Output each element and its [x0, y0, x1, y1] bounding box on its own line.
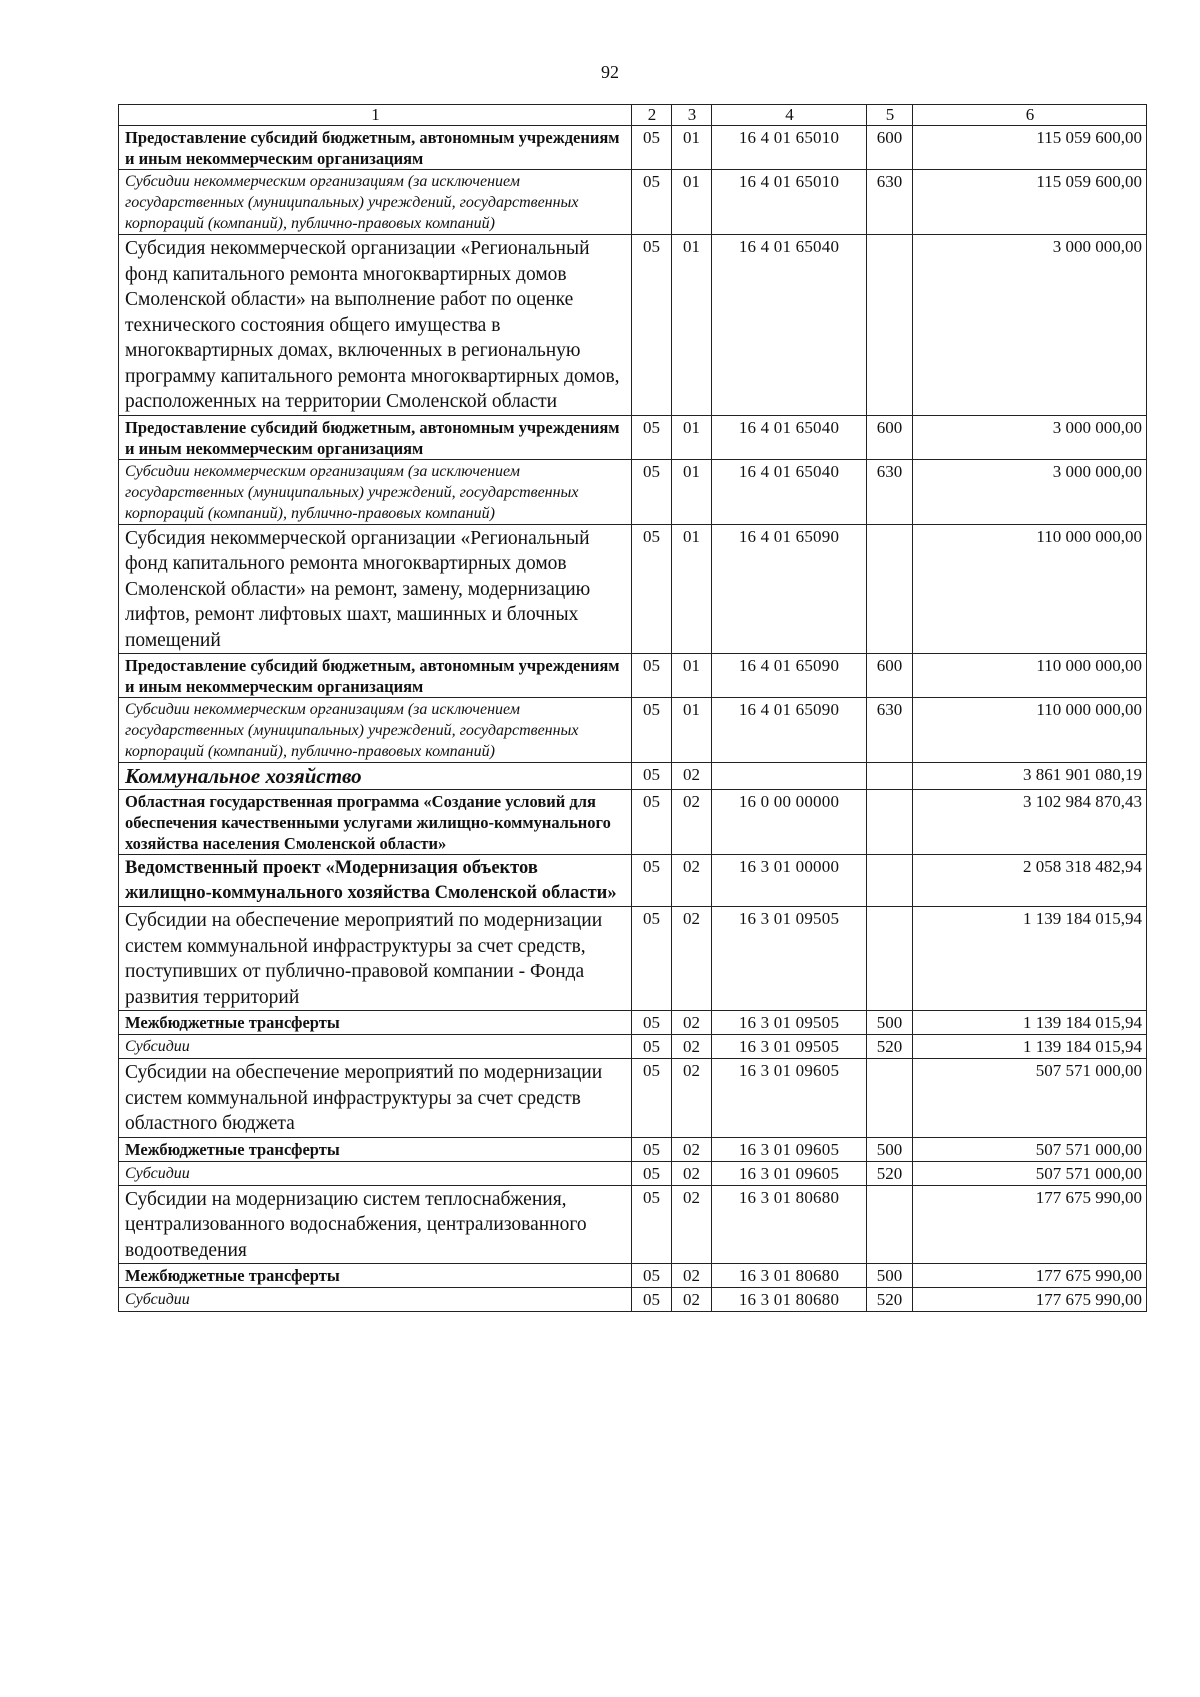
cell-expense-type: 520 [867, 1035, 913, 1059]
cell-section: 05 [632, 907, 672, 1011]
cell-subsection: 02 [672, 855, 712, 907]
cell-subsection: 01 [672, 415, 712, 459]
cell-name: Субсидии на обеспечение мероприятий по модернизации систем коммунальной инфраструктуры за счет средств областного бюджета [119, 1059, 632, 1138]
cell-target-article: 16 3 01 09605 [712, 1161, 867, 1185]
header-cell: 1 [119, 105, 632, 126]
cell-target-article: 16 0 00 00000 [712, 790, 867, 855]
cell-target-article: 16 4 01 65090 [712, 698, 867, 763]
cell-name: Субсидия некоммерческой организации «Региональный фонд капитального ремонта многоквартирных домов Смоленской области» на ремонт, замену, модернизацию лифтов, ремонт лифтовых шахт, машинных и блочных помещений [119, 524, 632, 654]
cell-target-article: 16 4 01 65040 [712, 459, 867, 524]
table-row [119, 790, 1147, 855]
cell-subsection: 01 [672, 235, 712, 416]
table-row [119, 855, 1147, 907]
table-row [119, 654, 1147, 698]
cell-subsection: 02 [672, 1185, 712, 1264]
cell-amount: 3 000 000,00 [913, 235, 1147, 416]
budget-table [118, 104, 1147, 1312]
cell-section: 05 [632, 1185, 672, 1264]
cell-name: Субсидии некоммерческим организациям (за исключением государственных (муниципальных) учреждений, государственных корпораций (компаний), публично-правовых компаний) [119, 459, 632, 524]
table-row [119, 1264, 1147, 1288]
cell-amount: 3 000 000,00 [913, 415, 1147, 459]
cell-amount: 507 571 000,00 [913, 1137, 1147, 1161]
table-row [119, 524, 1147, 654]
cell-amount: 2 058 318 482,94 [913, 855, 1147, 907]
cell-name: Субсидии некоммерческим организациям (за исключением государственных (муниципальных) учреждений, государственных корпораций (компаний), публично-правовых компаний) [119, 698, 632, 763]
table-row [119, 170, 1147, 235]
cell-subsection: 02 [672, 790, 712, 855]
cell-amount: 507 571 000,00 [913, 1161, 1147, 1185]
table-row [119, 1161, 1147, 1185]
cell-section: 05 [632, 1011, 672, 1035]
cell-section: 05 [632, 790, 672, 855]
cell-expense-type: 500 [867, 1264, 913, 1288]
cell-target-article [712, 763, 867, 790]
table-row [119, 459, 1147, 524]
cell-section: 05 [632, 235, 672, 416]
cell-expense-type: 600 [867, 654, 913, 698]
cell-subsection: 02 [672, 1137, 712, 1161]
cell-section: 05 [632, 855, 672, 907]
cell-target-article: 16 3 01 09505 [712, 1011, 867, 1035]
table-row [119, 698, 1147, 763]
cell-amount: 110 000 000,00 [913, 698, 1147, 763]
cell-expense-type: 600 [867, 126, 913, 170]
header-cell: 4 [712, 105, 867, 126]
cell-section: 05 [632, 1137, 672, 1161]
cell-name: Субсидии некоммерческим организациям (за исключением государственных (муниципальных) учреждений, государственных корпораций (компаний), публично-правовых компаний) [119, 170, 632, 235]
cell-name: Межбюджетные трансферты [119, 1137, 632, 1161]
cell-target-article: 16 4 01 65090 [712, 524, 867, 654]
cell-name: Субсидии [119, 1288, 632, 1312]
cell-amount: 1 139 184 015,94 [913, 907, 1147, 1011]
cell-expense-type [867, 235, 913, 416]
cell-target-article: 16 4 01 65090 [712, 654, 867, 698]
cell-amount: 1 139 184 015,94 [913, 1011, 1147, 1035]
cell-amount: 3 102 984 870,43 [913, 790, 1147, 855]
budget-table-container [118, 104, 1146, 1312]
cell-expense-type: 520 [867, 1161, 913, 1185]
cell-expense-type: 500 [867, 1137, 913, 1161]
cell-name: Предоставление субсидий бюджетным, автономным учреждениям и иным некоммерческим организациям [119, 126, 632, 170]
cell-target-article: 16 3 01 09605 [712, 1137, 867, 1161]
cell-target-article: 16 4 01 65040 [712, 415, 867, 459]
cell-expense-type [867, 907, 913, 1011]
table-row [119, 1035, 1147, 1059]
cell-expense-type: 630 [867, 170, 913, 235]
cell-name: Субсидия некоммерческой организации «Региональный фонд капитального ремонта многоквартирных домов Смоленской области» на выполнение работ по оценке технического состояния общего имущества в многоквартирных домах, включенных в региональную программу капитального ремонта многоквартирных домов, расположенных на территории Смоленской области [119, 235, 632, 416]
cell-amount: 110 000 000,00 [913, 654, 1147, 698]
cell-expense-type [867, 790, 913, 855]
cell-subsection: 02 [672, 907, 712, 1011]
cell-section: 05 [632, 415, 672, 459]
cell-section: 05 [632, 126, 672, 170]
cell-amount: 177 675 990,00 [913, 1288, 1147, 1312]
cell-name: Субсидии на модернизацию систем теплоснабжения, централизованного водоснабжения, централизованного водоотведения [119, 1185, 632, 1264]
cell-section: 05 [632, 1161, 672, 1185]
cell-name: Коммунальное хозяйство [119, 763, 632, 790]
cell-expense-type: 520 [867, 1288, 913, 1312]
cell-section: 05 [632, 1059, 672, 1138]
cell-name: Предоставление субсидий бюджетным, автономным учреждениям и иным некоммерческим организациям [119, 415, 632, 459]
cell-amount: 110 000 000,00 [913, 524, 1147, 654]
cell-section: 05 [632, 763, 672, 790]
cell-section: 05 [632, 654, 672, 698]
cell-expense-type [867, 855, 913, 907]
cell-expense-type: 630 [867, 459, 913, 524]
cell-subsection: 01 [672, 126, 712, 170]
cell-amount: 507 571 000,00 [913, 1059, 1147, 1138]
cell-expense-type: 630 [867, 698, 913, 763]
table-row [119, 1011, 1147, 1035]
cell-subsection: 02 [672, 1059, 712, 1138]
cell-subsection: 02 [672, 1035, 712, 1059]
cell-target-article: 16 3 01 00000 [712, 855, 867, 907]
cell-amount: 1 139 184 015,94 [913, 1035, 1147, 1059]
table-row [119, 235, 1147, 416]
cell-amount: 177 675 990,00 [913, 1185, 1147, 1264]
header-row [119, 105, 1147, 126]
cell-section: 05 [632, 1288, 672, 1312]
header-cell: 6 [913, 105, 1147, 126]
cell-subsection: 02 [672, 1288, 712, 1312]
cell-target-article: 16 3 01 09505 [712, 1035, 867, 1059]
table-row [119, 1137, 1147, 1161]
table-row [119, 415, 1147, 459]
cell-target-article: 16 3 01 80680 [712, 1185, 867, 1264]
header-cell: 5 [867, 105, 913, 126]
cell-name: Субсидии [119, 1161, 632, 1185]
cell-name: Межбюджетные трансферты [119, 1264, 632, 1288]
cell-section: 05 [632, 1035, 672, 1059]
cell-subsection: 02 [672, 1011, 712, 1035]
cell-amount: 115 059 600,00 [913, 170, 1147, 235]
cell-target-article: 16 3 01 09505 [712, 907, 867, 1011]
cell-subsection: 01 [672, 698, 712, 763]
table-row [119, 1059, 1147, 1138]
cell-expense-type [867, 1059, 913, 1138]
cell-subsection: 02 [672, 1161, 712, 1185]
cell-subsection: 01 [672, 459, 712, 524]
cell-section: 05 [632, 524, 672, 654]
cell-expense-type: 600 [867, 415, 913, 459]
cell-name: Предоставление субсидий бюджетным, автономным учреждениям и иным некоммерческим организациям [119, 654, 632, 698]
table-body [119, 126, 1147, 1312]
cell-section: 05 [632, 170, 672, 235]
table-row [119, 1185, 1147, 1264]
cell-name: Ведомственный проект «Модернизация объектов жилищно-коммунального хозяйства Смоленской области» [119, 855, 632, 907]
cell-name: Межбюджетные трансферты [119, 1011, 632, 1035]
cell-subsection: 02 [672, 1264, 712, 1288]
cell-target-article: 16 3 01 09605 [712, 1059, 867, 1138]
cell-amount: 3 000 000,00 [913, 459, 1147, 524]
cell-expense-type [867, 524, 913, 654]
cell-section: 05 [632, 698, 672, 763]
cell-expense-type: 500 [867, 1011, 913, 1035]
cell-target-article: 16 4 01 65040 [712, 235, 867, 416]
table-row [119, 126, 1147, 170]
cell-amount: 177 675 990,00 [913, 1264, 1147, 1288]
cell-name: Субсидии на обеспечение мероприятий по модернизации систем коммунальной инфраструктуры за счет средств, поступивших от публично-правовой компании - Фонда развития территорий [119, 907, 632, 1011]
cell-target-article: 16 4 01 65010 [712, 126, 867, 170]
cell-amount: 115 059 600,00 [913, 126, 1147, 170]
table-row [119, 763, 1147, 790]
header-cell: 3 [672, 105, 712, 126]
header-cell: 2 [632, 105, 672, 126]
cell-name: Областная государственная программа «Создание условий для обеспечения качественными услугами жилищно-коммунального хозяйства населения Смоленской области» [119, 790, 632, 855]
cell-name: Субсидии [119, 1035, 632, 1059]
cell-amount: 3 861 901 080,19 [913, 763, 1147, 790]
cell-target-article: 16 3 01 80680 [712, 1264, 867, 1288]
cell-section: 05 [632, 459, 672, 524]
cell-target-article: 16 3 01 80680 [712, 1288, 867, 1312]
table-row [119, 907, 1147, 1011]
page-number: 92 [601, 62, 619, 82]
cell-subsection: 02 [672, 763, 712, 790]
cell-subsection: 01 [672, 654, 712, 698]
cell-subsection: 01 [672, 170, 712, 235]
cell-expense-type [867, 1185, 913, 1264]
cell-section: 05 [632, 1264, 672, 1288]
cell-target-article: 16 4 01 65010 [712, 170, 867, 235]
cell-subsection: 01 [672, 524, 712, 654]
cell-expense-type [867, 763, 913, 790]
table-row [119, 1288, 1147, 1312]
